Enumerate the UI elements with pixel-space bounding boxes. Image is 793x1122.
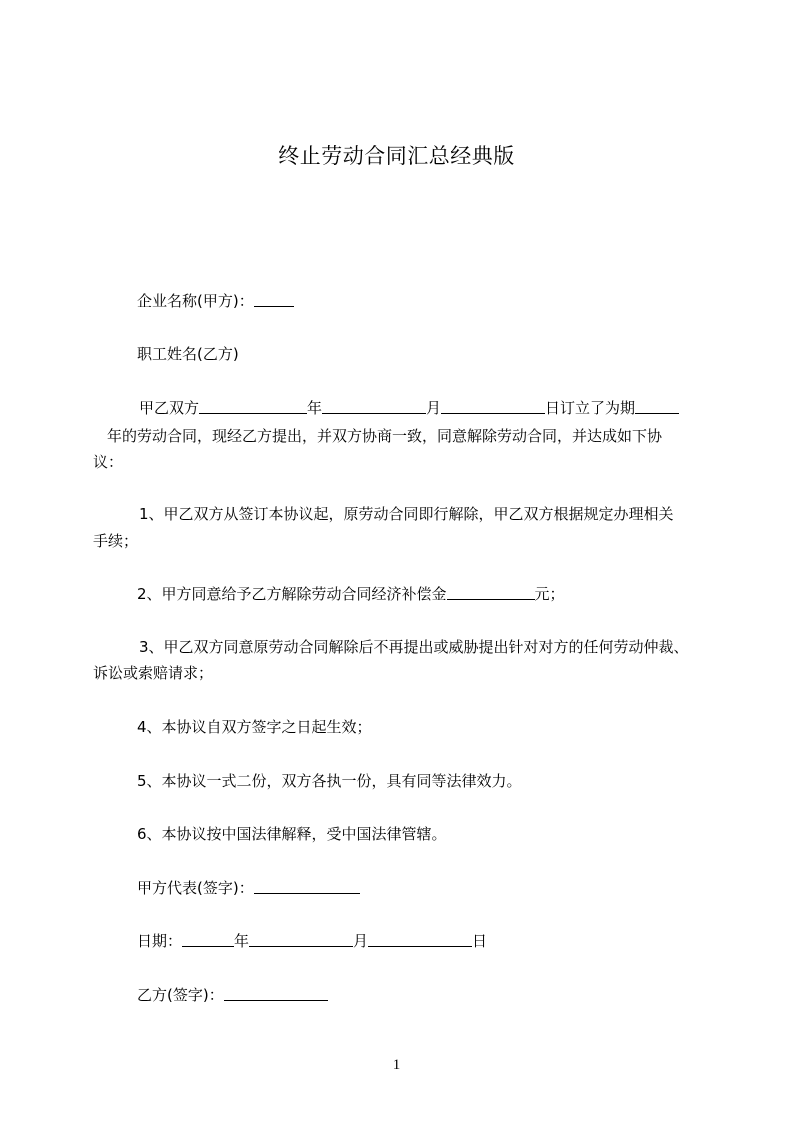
clause-3-line-2: 诉讼或索赔请求；: [93, 664, 214, 682]
clause-5: 5、本协议一式二份，双方各执一份，具有同等法律效力。: [137, 772, 522, 790]
intro-text-year: 年: [307, 399, 323, 417]
clause-2-text: 2、甲方同意给予乙方解除劳动合同经济补偿金: [137, 585, 447, 603]
date-blank-month: [249, 932, 353, 947]
date-text-day: 日: [472, 932, 488, 950]
clause-2-amount-blank: [447, 585, 535, 600]
clause-2-unit: 元；: [534, 585, 565, 603]
intro-line-2: 年的劳动合同，现经乙方提出，并双方协商一致，同意解除劳动合同，并达成如下协: [107, 427, 663, 445]
intro-line-1: [139, 397, 679, 419]
page-number: 1: [392, 1057, 401, 1073]
date-blank-day: [368, 932, 472, 947]
intro-text-month: 月: [426, 399, 442, 417]
date-blank-year: [182, 932, 234, 947]
clause-4: 4、本协议自双方签字之日起生效；: [137, 718, 372, 736]
date-text-year: 年: [234, 932, 250, 950]
intro-blank-year: [199, 399, 307, 414]
company-name-label: 企业名称(甲方)：: [137, 292, 254, 310]
clause-2: [137, 583, 565, 605]
intro-blank-day: [441, 399, 545, 414]
intro-text-term: 日订立了为期: [545, 399, 636, 417]
intro-text-parties: 甲乙双方: [139, 399, 200, 417]
document-title: 终止劳动合同汇总经典版: [278, 144, 515, 168]
party-a-signature-label: 甲方代表(签字)：: [137, 879, 254, 897]
company-name-blank: [254, 292, 294, 307]
date-label: 日期：: [137, 932, 183, 950]
intro-line-3: 议：: [93, 453, 124, 471]
intro-blank-month: [322, 399, 426, 414]
clause-3-line-1: 3、甲乙双方同意原劳动合同解除后不再提出或威胁提出针对对方的任何劳动仲裁、: [139, 638, 689, 656]
party-b-signature-blank: [224, 986, 328, 1001]
clause-1-line-2: 手续；: [93, 532, 139, 550]
intro-blank-term: [635, 399, 679, 414]
clause-1-line-1: 1、甲乙双方从签订本协议起，原劳动合同即行解除，甲乙双方根据规定办理相关: [139, 505, 674, 523]
date-text-month: 月: [353, 932, 369, 950]
party-b-signature: [137, 984, 328, 1006]
signature-date: [137, 930, 487, 952]
employee-name-label: 职工姓名(乙方): [137, 345, 239, 363]
party-b-signature-label: 乙方(签字)：: [137, 986, 224, 1004]
party-a-signature: [137, 877, 360, 899]
party-a-signature-blank: [254, 879, 360, 894]
company-name-field: [137, 290, 294, 312]
clause-6: 6、本协议按中国法律解释，受中国法律管辖。: [137, 825, 447, 843]
